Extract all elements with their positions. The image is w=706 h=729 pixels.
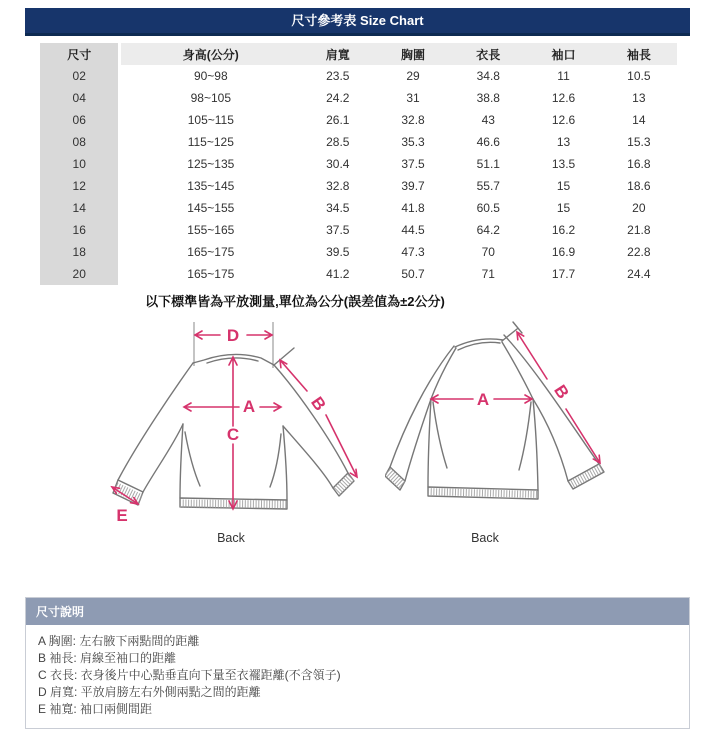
legend-item: A 胸圍: 左右腋下兩點間的距離 xyxy=(38,634,200,648)
table-row xyxy=(40,109,677,131)
page-title: 尺寸參考表 Size Chart xyxy=(291,13,424,28)
value-cell: 115~125 xyxy=(187,135,234,149)
table-row xyxy=(40,65,677,87)
value-cell: 23.5 xyxy=(326,69,350,83)
size-legend-box xyxy=(25,597,690,729)
value-cell: 29 xyxy=(406,69,420,83)
table-row xyxy=(40,241,677,263)
size-cell: 14 xyxy=(40,197,120,219)
size-cell: 06 xyxy=(40,109,120,131)
value-cell: 13 xyxy=(632,91,646,105)
legend-item: C 衣長: 衣身後片中心點垂直向下量至衣襬距離(不含領子) xyxy=(38,668,341,682)
value-cell: 145~155 xyxy=(187,201,235,215)
value-cell: 44.5 xyxy=(401,223,425,237)
value-cell: 165~175 xyxy=(187,267,235,281)
legend-header: 尺寸說明 xyxy=(26,598,689,625)
table-row xyxy=(40,87,677,109)
size-cell: 08 xyxy=(40,131,120,153)
value-cell: 16.9 xyxy=(551,245,576,259)
value-cell: 24.4 xyxy=(627,267,651,281)
table-header-row xyxy=(40,43,677,65)
value-cell: 43 xyxy=(481,113,495,127)
measure-label-d: D xyxy=(226,326,240,345)
measure-label-e: E xyxy=(116,506,128,525)
table-row xyxy=(40,219,677,241)
value-cell: 12.6 xyxy=(551,113,576,127)
value-cell: 30.4 xyxy=(326,157,350,171)
value-cell: 46.6 xyxy=(476,135,500,149)
measure-label-a: A xyxy=(476,390,490,409)
size-chart-title-bar xyxy=(25,8,690,36)
legend-item-list xyxy=(38,633,677,718)
diagram-section xyxy=(0,316,706,553)
value-cell: 55.7 xyxy=(476,179,500,193)
column-header: 胸圍 xyxy=(375,43,450,65)
value-cell: 26.1 xyxy=(326,113,350,127)
value-cell: 10.5 xyxy=(627,69,651,83)
value-cell: 39.7 xyxy=(401,179,425,193)
value-cell: 12.6 xyxy=(551,91,576,105)
value-cell: 31 xyxy=(406,91,420,105)
size-cell: 04 xyxy=(40,87,120,109)
value-cell: 135~145 xyxy=(187,179,235,193)
size-cell: 12 xyxy=(40,175,120,197)
size-table xyxy=(40,43,678,285)
value-cell: 32.8 xyxy=(326,179,350,193)
measure-arrow-B xyxy=(280,360,357,477)
value-cell: 38.8 xyxy=(476,91,500,105)
value-cell: 11 xyxy=(557,69,570,83)
garment-outline xyxy=(385,322,604,499)
value-cell: 15.3 xyxy=(627,135,651,149)
table-row xyxy=(40,197,677,219)
measure-arrow-D xyxy=(195,326,272,345)
value-cell: 16.8 xyxy=(627,157,651,171)
table-row xyxy=(40,175,677,197)
size-cell: 16 xyxy=(40,219,120,241)
size-cell: 10 xyxy=(40,153,120,175)
value-cell: 71 xyxy=(481,267,495,281)
column-header: 袖長 xyxy=(601,43,676,65)
size-cell: 18 xyxy=(40,241,120,263)
value-cell: 70 xyxy=(481,245,495,259)
value-cell: 16.2 xyxy=(551,223,576,237)
value-cell: 20 xyxy=(632,201,646,215)
size-cell: 02 xyxy=(40,65,120,87)
back-caption-left: Back xyxy=(217,531,245,545)
value-cell: 39.5 xyxy=(326,245,350,259)
value-cell: 98~105 xyxy=(190,91,231,105)
measure-label-b: B xyxy=(307,393,330,415)
value-cell: 60.5 xyxy=(476,201,500,215)
measure-label-b: B xyxy=(550,381,573,403)
value-cell: 34.8 xyxy=(476,69,500,83)
measurement-note: 以下標準皆為平放測量,單位為公分(誤差值為±2公分) xyxy=(145,294,445,309)
value-cell: 37.5 xyxy=(326,223,350,237)
legend-body xyxy=(26,625,689,728)
value-cell: 24.2 xyxy=(326,91,350,105)
value-cell: 35.3 xyxy=(401,135,425,149)
measure-label-a: A xyxy=(242,397,256,416)
value-cell: 105~115 xyxy=(187,113,234,127)
value-cell: 28.5 xyxy=(326,135,350,149)
column-header: 衣長 xyxy=(451,43,526,65)
measure-arrow-C xyxy=(227,357,239,509)
column-header: 袖口 xyxy=(526,43,601,65)
value-cell: 50.7 xyxy=(401,267,425,281)
size-table-body xyxy=(40,65,677,285)
back-caption-right: Back xyxy=(471,531,499,545)
value-cell: 90~98 xyxy=(193,69,228,83)
value-cell: 13.5 xyxy=(551,157,576,171)
value-cell: 47.3 xyxy=(401,245,425,259)
legend-item: E 袖寬: 袖口兩側間距 xyxy=(38,702,153,716)
value-cell: 51.1 xyxy=(476,157,500,171)
value-cell: 41.8 xyxy=(401,201,425,215)
value-cell: 155~165 xyxy=(187,223,235,237)
legend-item: B 袖長: 肩線至袖口的距離 xyxy=(38,651,177,665)
value-cell: 165~175 xyxy=(187,245,235,259)
value-cell: 64.2 xyxy=(476,223,500,237)
value-cell: 17.7 xyxy=(551,267,576,281)
value-cell: 21.8 xyxy=(627,223,651,237)
value-cell: 125~135 xyxy=(187,157,235,171)
column-header: 尺寸 xyxy=(40,43,120,65)
measure-arrow-A xyxy=(431,390,532,409)
value-cell: 22.8 xyxy=(627,245,651,259)
value-cell: 41.2 xyxy=(326,267,350,281)
value-cell: 34.5 xyxy=(326,201,350,215)
value-cell: 15 xyxy=(556,201,571,215)
garment-diagram-raglan-back xyxy=(385,320,670,550)
value-cell: 14 xyxy=(632,113,646,127)
table-row xyxy=(40,153,677,175)
column-header: 肩寬 xyxy=(300,43,375,65)
column-header: 身高(公分) xyxy=(120,43,300,65)
legend-item: D 肩寬: 平放肩膀左右外側兩點之間的距離 xyxy=(38,685,261,699)
garment-diagram-setin-back xyxy=(90,320,370,550)
table-row xyxy=(40,263,677,285)
value-cell: 32.8 xyxy=(401,113,425,127)
value-cell: 37.5 xyxy=(401,157,425,171)
value-cell: 18.6 xyxy=(627,179,651,193)
value-cell: 15 xyxy=(556,179,571,193)
measure-label-c: C xyxy=(226,425,240,444)
table-row xyxy=(40,131,677,153)
value-cell: 13 xyxy=(556,135,571,149)
size-cell: 20 xyxy=(40,263,120,285)
